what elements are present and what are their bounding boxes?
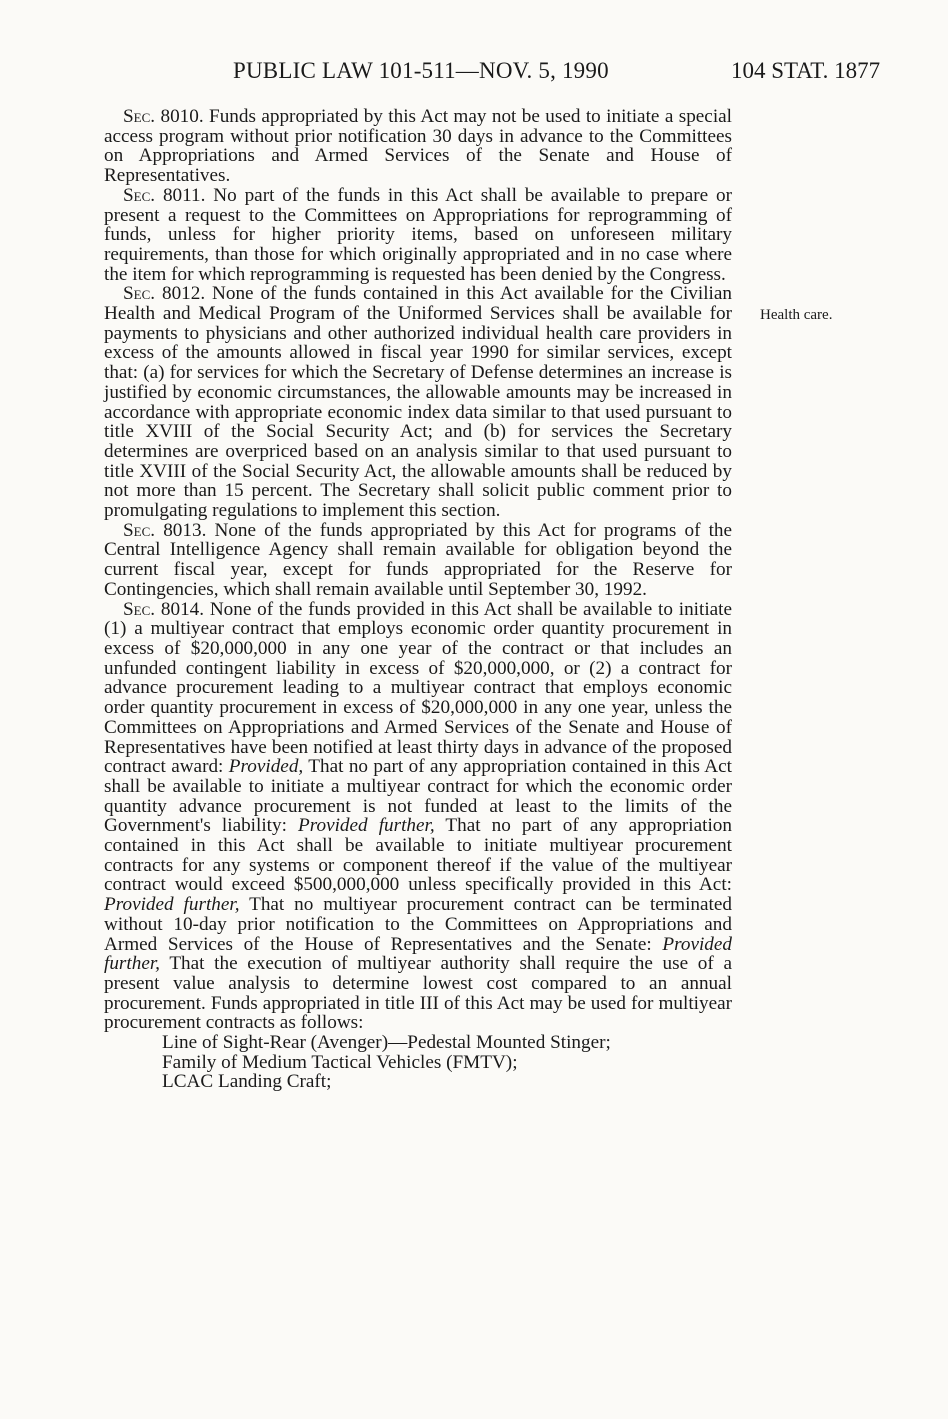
section-text: Funds appropriated by this Act may not be used to initiate a special access program without prior notification 30 days in advance to the Committees on Appropriations and Armed Services of the Senate and House of Representatives.	[104, 106, 732, 187]
section-text: That the execution of multiyear authority shall require the use of a present value analysis to determine lowest cost compared to an annual procurement. Funds appropriated in title III of this Act may be used for multiyear procurement contracts as follows:	[104, 953, 732, 1034]
section-number: 8011.	[162, 184, 206, 206]
section-number: 8012.	[161, 283, 206, 305]
section-label: Sec.	[123, 598, 156, 620]
margin-note-health-care: Health care.	[760, 307, 833, 323]
law-body	[104, 107, 732, 1092]
statute-page-number: 104 STAT. 1877	[731, 58, 881, 83]
section-label: Sec.	[123, 283, 156, 305]
section-8012	[104, 284, 732, 520]
section-text: None of the funds contained in this Act available for the Civilian Health and Medical Program of the Uniformed Services shall be available for payments to physicians and other authorized individual health care providers in excess of the amounts allowed in fiscal year 1990 for similar services, except that: (a) for services for which the Secretary of Defense determines an increase is justified by economic circumstances, the allowable amounts may be increased in accordance with appropriate economic index data similar to that used pursuant to title XVIII of the Social Security Act; and (b) for services the Secretary determines are overpriced based on an analysis similar to that used pursuant to title XVIII of the Social Security Act, the allowable amounts shall be reduced by not more than 15 percent. The Secretary shall solicit public comment prior to promulgating regulations to implement this section.	[104, 283, 732, 522]
section-label: Sec.	[123, 519, 156, 541]
contract-item: LCAC Landing Craft;	[162, 1071, 332, 1093]
section-8010	[104, 107, 732, 186]
section-text: That no part of any appropriation contained in this Act shall be available to initiate multiyear procurement contracts for any systems or component thereof if the value of the multiyear contract would exceed $500,000,000 unless specifically provided in this Act:	[104, 815, 732, 896]
section-text: That no multiyear procurement contract can be terminated without 10-day prior notification to the Committees on Appropriations and Armed Services of the House of Representatives and the Senate:	[104, 894, 732, 955]
proviso-italic: Provided further,	[298, 815, 435, 837]
section-text: That no part of any appropriation contained in this Act shall be available to initiate a multiyear contract for which the economic order quantity advance procurement is not funded at least to the limits of the Government's liability:	[104, 756, 732, 837]
page-header	[0, 58, 948, 92]
section-text: None of the funds appropriated by this Act for programs of the Central Intelligence Agency shall remain available for obligation beyond the current fiscal year, except for funds appropriated for the Reserve for Contingencies, which shall remain available until September 30, 1992.	[104, 519, 733, 600]
section-label: Sec.	[123, 106, 156, 127]
section-number: 8010.	[160, 106, 204, 127]
section-text: None of the funds provided in this Act shall be available to initiate (1) a multiyear contract that employs economic order quantity procurement in excess of $20,000,000 in any one year of the contract or that includes an unfunded contingent liability in excess of $20,000,000, or (2) a contract for advance procurement leading to a multiyear contract that employs economic order quantity procurement in excess of $20,000,000 in any one year, unless the Committees on Appropriations and Armed Services of the Senate and House of Representatives have been notified at least thirty days in advance of the proposed contract award:	[104, 598, 733, 778]
contract-item: Line of Sight-Rear (Avenger)—Pedestal Mounted Stinger;	[162, 1032, 611, 1054]
proviso-italic: Provided,	[228, 756, 304, 778]
section-number: 8014.	[160, 598, 205, 620]
running-head-title: PUBLIC LAW 101-511—NOV. 5, 1990	[233, 58, 609, 83]
section-8014	[104, 600, 732, 1033]
section-8011	[104, 186, 732, 285]
section-label: Sec.	[123, 184, 156, 206]
section-number: 8013.	[163, 519, 207, 541]
multiyear-contract-list	[104, 1033, 732, 1092]
section-text: No part of the funds in this Act shall be available to prepare or present a request to the Committees on Appropriations for reprogramming of funds, unless for higher priority items, based on unforeseen military requirements, than those for which originally appropriated and in no case where the item for which reprogramming is requested has been denied by the Congress.	[104, 184, 733, 285]
proviso-italic: Provided further,	[104, 894, 240, 916]
section-8013	[104, 521, 732, 600]
contract-item: Family of Medium Tactical Vehicles (FMTV);	[162, 1051, 518, 1073]
proviso-italic: Provided further,	[104, 933, 732, 975]
